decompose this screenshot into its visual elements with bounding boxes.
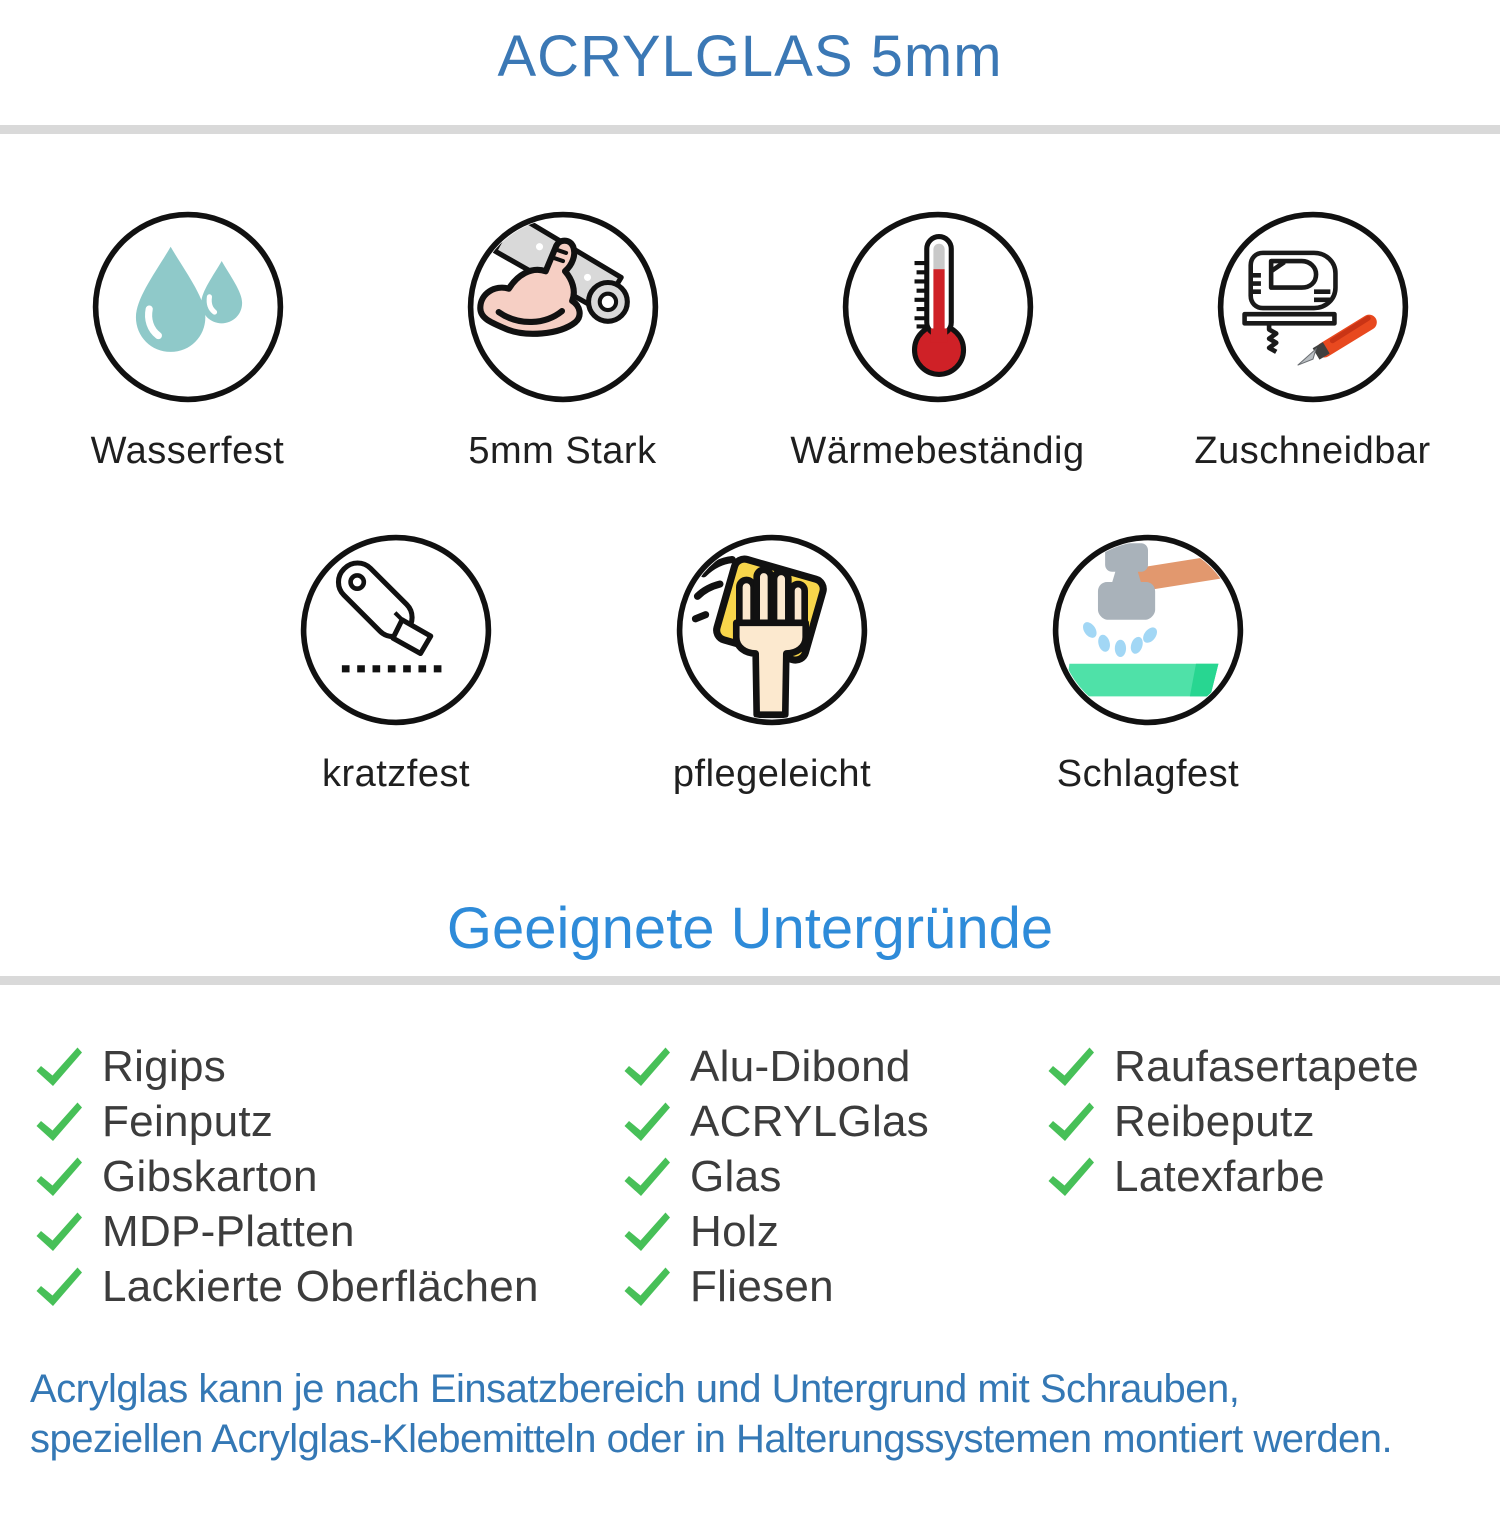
feature-label: pflegeleicht bbox=[672, 752, 872, 795]
check-icon bbox=[1046, 1046, 1096, 1088]
footer-line-1: Acrylglas kann je nach Einsatzbereich und Untergrund mit Schrauben, bbox=[30, 1367, 1240, 1412]
substrate-label: Feinputz bbox=[102, 1096, 274, 1146]
substrates-title: Geeignete Untergründe bbox=[446, 895, 1054, 961]
cleaning-hand-icon bbox=[675, 533, 869, 727]
check-icon bbox=[34, 1266, 84, 1308]
substrate-item bbox=[622, 1149, 1046, 1204]
substrate-label: Lackierte Oberflächen bbox=[102, 1261, 539, 1311]
section-divider bbox=[0, 976, 1500, 985]
substrate-item bbox=[1046, 1039, 1500, 1094]
substrate-label: MDP-Platten bbox=[102, 1206, 355, 1256]
feature-label: Zuschneidbar bbox=[1194, 429, 1431, 472]
footer-note bbox=[30, 1364, 1500, 1464]
feature-5mm-stark bbox=[375, 210, 750, 473]
check-icon bbox=[622, 1101, 672, 1143]
check-icon bbox=[1046, 1101, 1096, 1143]
thermometer-icon bbox=[841, 210, 1035, 404]
substrate-label: Fliesen bbox=[690, 1261, 834, 1311]
substrate-item bbox=[622, 1094, 1046, 1149]
feature-wasserfest bbox=[0, 210, 375, 473]
check-icon bbox=[622, 1156, 672, 1198]
feature-label: 5mm Stark bbox=[468, 429, 657, 472]
feature-waermebestaendig bbox=[750, 210, 1125, 473]
substrate-label: Alu-Dibond bbox=[690, 1041, 911, 1091]
substrate-label: ACRYLGlas bbox=[690, 1096, 930, 1146]
check-icon bbox=[34, 1156, 84, 1198]
substrate-label: Rigips bbox=[102, 1041, 227, 1091]
feature-label: Wärmebeständig bbox=[790, 429, 1085, 472]
substrate-item bbox=[34, 1094, 622, 1149]
substrate-item bbox=[1046, 1094, 1500, 1149]
substrate-label: Holz bbox=[690, 1206, 780, 1256]
substrate-item bbox=[622, 1204, 1046, 1259]
feature-zuschneidbar bbox=[1125, 210, 1500, 473]
substrate-item bbox=[34, 1149, 622, 1204]
check-icon bbox=[622, 1046, 672, 1088]
check-icon bbox=[34, 1046, 84, 1088]
hammer-impact-icon bbox=[1051, 533, 1245, 727]
feature-schlagfest bbox=[973, 533, 1323, 796]
footer-line-2: speziellen Acrylglas-Klebemitteln oder in Halterungssystemen montiert werden. bbox=[30, 1417, 1393, 1462]
substrate-label: Glas bbox=[690, 1151, 782, 1201]
utility-knife-icon bbox=[299, 533, 493, 727]
substrate-item bbox=[1046, 1149, 1500, 1204]
jigsaw-cutter-icon bbox=[1216, 210, 1410, 404]
substrates-column-3 bbox=[1046, 1039, 1500, 1314]
substrates-list bbox=[0, 985, 1500, 1314]
water-drops-icon bbox=[91, 210, 285, 404]
substrate-item bbox=[34, 1039, 622, 1094]
substrate-item bbox=[622, 1259, 1046, 1314]
feature-kratzfest bbox=[221, 533, 571, 796]
feature-label: Schlagfest bbox=[1056, 752, 1240, 795]
features-row-2 bbox=[0, 533, 1500, 796]
substrate-label: Reibeputz bbox=[1114, 1096, 1315, 1146]
page-title: ACRYLGLAS 5mm bbox=[497, 24, 1003, 89]
check-icon bbox=[622, 1266, 672, 1308]
check-icon bbox=[1046, 1156, 1096, 1198]
check-icon bbox=[622, 1211, 672, 1253]
feature-pflegeleicht bbox=[597, 533, 947, 796]
substrate-label: Raufasertapete bbox=[1114, 1041, 1420, 1091]
features-row-1 bbox=[0, 210, 1500, 473]
flexed-arm-icon bbox=[466, 210, 660, 404]
substrates-column-1 bbox=[34, 1039, 622, 1314]
substrate-item bbox=[34, 1204, 622, 1259]
substrate-item bbox=[622, 1039, 1046, 1094]
check-icon bbox=[34, 1211, 84, 1253]
substrate-label: Latexfarbe bbox=[1114, 1151, 1325, 1201]
check-icon bbox=[34, 1101, 84, 1143]
substrates-column-2 bbox=[622, 1039, 1046, 1314]
feature-label: kratzfest bbox=[321, 752, 471, 795]
section-divider bbox=[0, 125, 1500, 134]
substrate-label: Gibskarton bbox=[102, 1151, 318, 1201]
feature-label: Wasserfest bbox=[90, 429, 285, 472]
substrate-item bbox=[34, 1259, 622, 1314]
